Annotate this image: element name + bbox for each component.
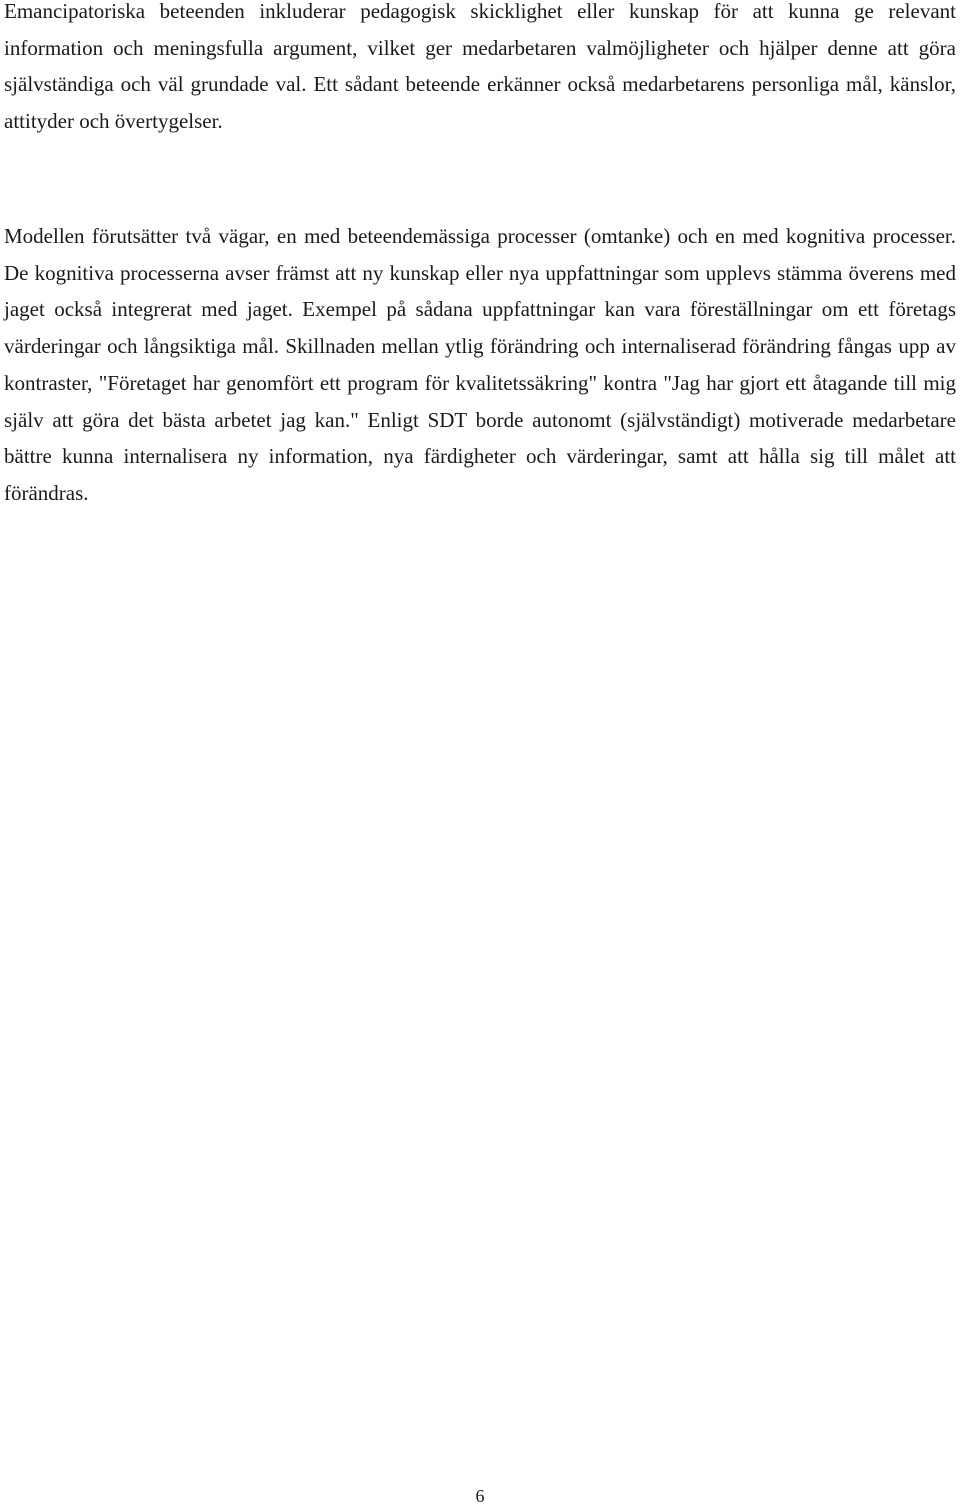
paragraph-emancipatory-behaviour: Emancipatoriska beteenden inkluderar pedagogisk skicklighet eller kunskap för att kunna ge relevant information och meningsfulla argument, vilket ger medarbetaren valmöjligheter och hjälper denne att göra självständiga och väl grundade val. Ett sådant beteende erkänner också medarbetarens personliga mål, känslor, attityder och övertygelser. <box>4 0 956 134</box>
paragraph-model-two-paths: Modellen förutsätter två vägar, en med beteendemässiga processer (omtanke) och en med kognitiva processer. De kognitiva processerna avser främst att ny kunskap eller nya uppfattningar som upplevs stämma överens med jaget också integrerat med jaget. Exempel på sådana uppfattningar kan vara föreställningar om ett företags värderingar och långsiktiga mål. Skillnaden mellan ytlig förändring och internaliserad förändring fångas upp av kontraster, "Företaget har genomfört ett program för kvalitetssäkring" kontra "Jag har gjort ett åtagande till mig själv att göra det bästa arbetet jag kan." Enligt SDT borde autonomt (självständigt) motiverade medarbetare bättre kunna internalisera ny information, nya färdigheter och värderingar, samt att hålla sig till målet att förändras. <box>4 224 956 505</box>
page-number: 6 <box>475 1486 485 1506</box>
